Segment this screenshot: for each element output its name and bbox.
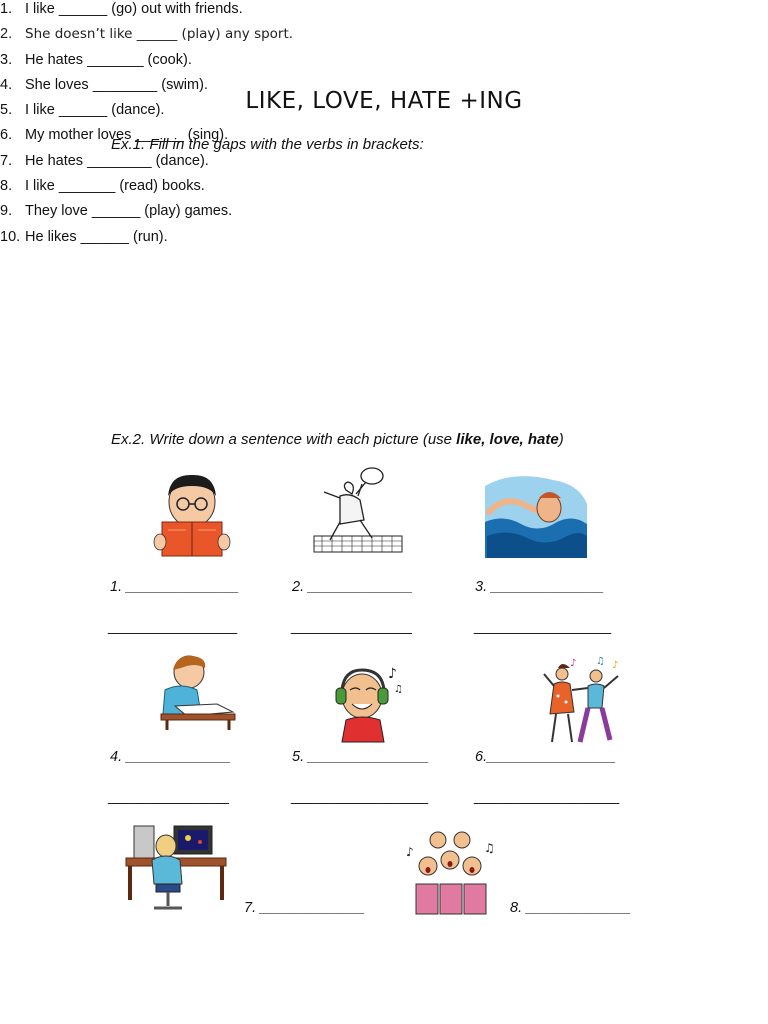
list-item: 10. He likes ______ (run).: [0, 228, 168, 245]
answer-label-6: 6.________________: [475, 749, 617, 765]
list-item: 8. I like _______ (read) books.: [0, 178, 205, 195]
answer-line-4: _______________: [108, 789, 229, 805]
page-title: LIKE, LOVE, HATE +ING: [245, 88, 523, 114]
svg-text:♫: ♫: [394, 684, 403, 695]
boy-reading-book-icon: [152, 472, 232, 558]
svg-text:♪: ♪: [612, 660, 619, 671]
boy-writing-at-desk-icon: [157, 654, 237, 730]
answer-line-2: _______________: [291, 619, 412, 635]
answer-label-1: 1. ______________: [110, 579, 240, 595]
list-item: 3. He hates _______ (cook).: [0, 51, 192, 68]
list-item: 9. They love ______ (play) games.: [0, 203, 233, 220]
svg-text:♪: ♪: [406, 845, 414, 859]
answer-label-7: 7. _____________: [244, 900, 365, 916]
answer-label-3: 3. ______________: [475, 579, 605, 595]
list-item: 5. I like ______ (dance).: [0, 102, 165, 119]
swimmer-icon: [483, 474, 588, 558]
list-item: 4. She loves ________ (swim).: [0, 76, 208, 93]
svg-text:♫: ♫: [484, 841, 495, 855]
answer-label-4: 4. _____________: [110, 749, 231, 765]
singing-choir-icon: [404, 826, 496, 918]
answer-line-3: _________________: [474, 619, 612, 635]
boy-at-computer-icon: [124, 820, 228, 914]
list-item: 1. I like ______ (go) out with friends.: [0, 1, 243, 17]
list-item: 6. My mother loves ______ (sing).: [0, 127, 229, 144]
answer-line-1: ________________: [108, 619, 238, 635]
answer-line-6: __________________: [474, 789, 620, 805]
answer-label-8: 8. _____________: [510, 900, 631, 916]
svg-text:♪: ♪: [388, 666, 397, 682]
exercise-1-instruction: Ex.1. Fill in the gaps with the verbs in brackets:: [111, 136, 424, 153]
exercise-2-instruction: Ex.2. Write down a sentence with each picture (use like, love, hate): [111, 431, 564, 448]
tennis-player-icon: [310, 464, 404, 558]
answer-line-5: _________________: [291, 789, 429, 805]
answer-label-5: 5. _______________: [292, 749, 430, 765]
dancing-couple-icon: [540, 656, 626, 748]
answer-label-2: 2. _____________: [292, 579, 413, 595]
exercise-1-list: [0, 0, 768, 253]
svg-text:♪: ♪: [570, 658, 577, 669]
man-with-headphones-icon: [330, 662, 406, 746]
list-item: 7. He hates ________ (dance).: [0, 152, 209, 169]
svg-text:♫: ♫: [596, 656, 605, 667]
list-item: 2. She doesn’t like ______ (play) any sport.: [0, 26, 294, 43]
